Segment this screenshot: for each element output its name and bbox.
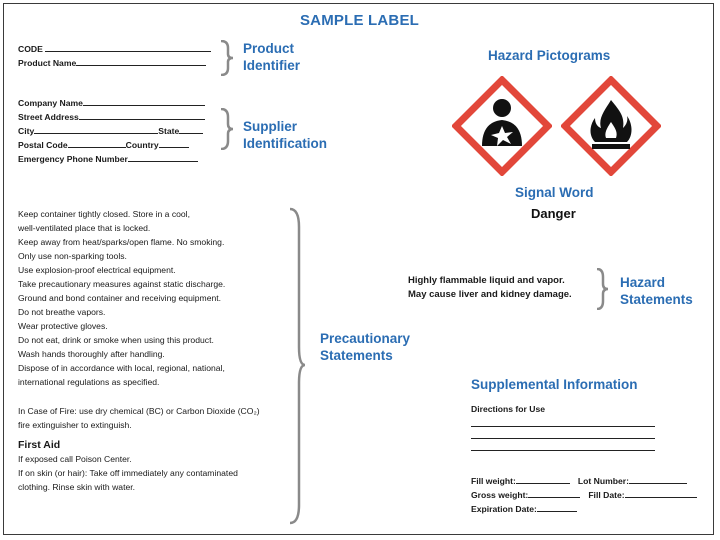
fill-date-label: Fill Date:	[588, 490, 625, 500]
directions-line	[471, 426, 655, 427]
lot-number-blank	[629, 474, 687, 484]
precaution-line: Wash hands thoroughly after handling.	[18, 349, 165, 359]
code-label: CODE	[18, 44, 43, 54]
gross-weight-label: Gross weight:	[471, 490, 529, 500]
product-name-label: Product Name	[18, 58, 77, 68]
product-identifier-heading	[243, 40, 300, 74]
supplier-heading-line-2: Identification	[243, 136, 327, 151]
directions-line	[471, 450, 655, 451]
emergency-phone-blank	[128, 152, 198, 162]
country-blank	[159, 138, 189, 148]
precautionary-brace	[286, 207, 308, 525]
fire-line: fire extinguisher to extinguish.	[18, 420, 132, 430]
hazard-statements-text	[408, 274, 572, 302]
hazard-heading-line-1: Hazard	[620, 275, 666, 290]
precaution-line: Take precautionary measures against static discharge.	[18, 279, 226, 289]
fill-weight-blank	[516, 474, 570, 484]
company-name-label: Company Name	[18, 98, 83, 108]
fill-weight-label: Fill weight:	[471, 476, 516, 486]
hazard-brace	[595, 268, 611, 310]
city-label: City	[18, 126, 35, 136]
precautionary-heading-line-2: Statements	[320, 348, 393, 363]
supplier-identification-heading	[243, 118, 327, 152]
company-name-blank	[83, 96, 205, 106]
health-hazard-icon	[452, 76, 552, 176]
precaution-line: Keep away from heat/sparks/open flame. No smoking.	[18, 237, 225, 247]
hazard-statement: Highly flammable liquid and vapor.	[408, 275, 565, 286]
label-title: SAMPLE LABEL	[299, 12, 420, 29]
emergency-phone-label: Emergency Phone Number	[18, 154, 128, 164]
first-aid-line: If on skin (or hair): Take off immediately any contaminated	[18, 468, 238, 478]
expiration-date-label: Expiration Date:	[471, 504, 537, 514]
hazard-pictograms-heading: Hazard Pictograms	[488, 48, 611, 63]
code-blank	[45, 42, 211, 52]
street-address-blank	[79, 110, 205, 120]
precaution-line: Keep container tightly closed. Store in a cool,	[18, 209, 190, 219]
hazard-heading-line-2: Statements	[620, 292, 693, 307]
first-aid-line: clothing. Rinse skin with water.	[18, 482, 136, 492]
precautionary-statements-text	[18, 207, 225, 389]
directions-blank-lines	[471, 426, 655, 451]
precaution-line: Do not eat, drink or smoke when using this product.	[18, 335, 214, 345]
precaution-line: Only use non-sparking tools.	[18, 251, 127, 261]
precaution-line: Dispose of in accordance with local, regional, national,	[18, 363, 225, 373]
directions-line	[471, 438, 655, 439]
postal-code-label: Postal Code	[18, 140, 68, 150]
supplier-brace	[218, 108, 236, 150]
precaution-line: well-ventilated place that is locked.	[18, 223, 151, 233]
first-aid-block	[18, 438, 238, 494]
precaution-line: Wear protective gloves.	[18, 321, 108, 331]
precaution-line: Ground and bond container and receiving equipment.	[18, 293, 222, 303]
first-aid-heading: First Aid	[18, 439, 61, 451]
supplemental-information-heading: Supplemental Information	[471, 377, 638, 392]
hazard-statements-heading	[620, 274, 693, 308]
hazard-statement: May cause liver and kidney damage.	[408, 289, 572, 300]
product-identifier-fields	[18, 42, 211, 70]
postal-code-blank	[68, 138, 126, 148]
fire-instructions	[18, 404, 260, 432]
fire-line: In Case of Fire: use dry chemical (BC) or Carbon Dioxide (CO₂)	[18, 406, 260, 416]
sample-label	[3, 3, 714, 535]
state-blank	[179, 124, 203, 134]
flame-icon	[561, 76, 661, 176]
precaution-line: Do not breathe vapors.	[18, 307, 106, 317]
fill-date-blank	[625, 488, 697, 498]
expiration-date-blank	[537, 502, 577, 512]
street-address-label: Street Address	[18, 112, 79, 122]
state-label: State	[158, 126, 180, 136]
first-aid-line: If exposed call Poison Center.	[18, 454, 132, 464]
country-label: Country	[125, 140, 159, 150]
product-brace	[218, 40, 236, 76]
precaution-line: international regulations as specified.	[18, 377, 160, 387]
city-blank	[34, 124, 158, 134]
supplier-heading-line-1: Supplier	[243, 119, 298, 134]
signal-word-heading: Signal Word	[515, 185, 594, 200]
product-name-blank	[76, 56, 206, 66]
precautionary-heading-line-1: Precautionary	[320, 331, 411, 346]
product-heading-line-1: Product	[243, 41, 295, 56]
directions-for-use-label: Directions for Use	[471, 404, 546, 414]
lot-number-label: Lot Number:	[577, 476, 629, 486]
gross-weight-blank	[528, 488, 580, 498]
product-heading-line-2: Identifier	[243, 58, 301, 73]
supplier-fields	[18, 96, 205, 166]
signal-word: Danger	[531, 206, 576, 221]
precautionary-statements-heading	[320, 330, 410, 364]
precaution-line: Use explosion-proof electrical equipment.	[18, 265, 176, 275]
supplemental-fields	[471, 474, 697, 516]
